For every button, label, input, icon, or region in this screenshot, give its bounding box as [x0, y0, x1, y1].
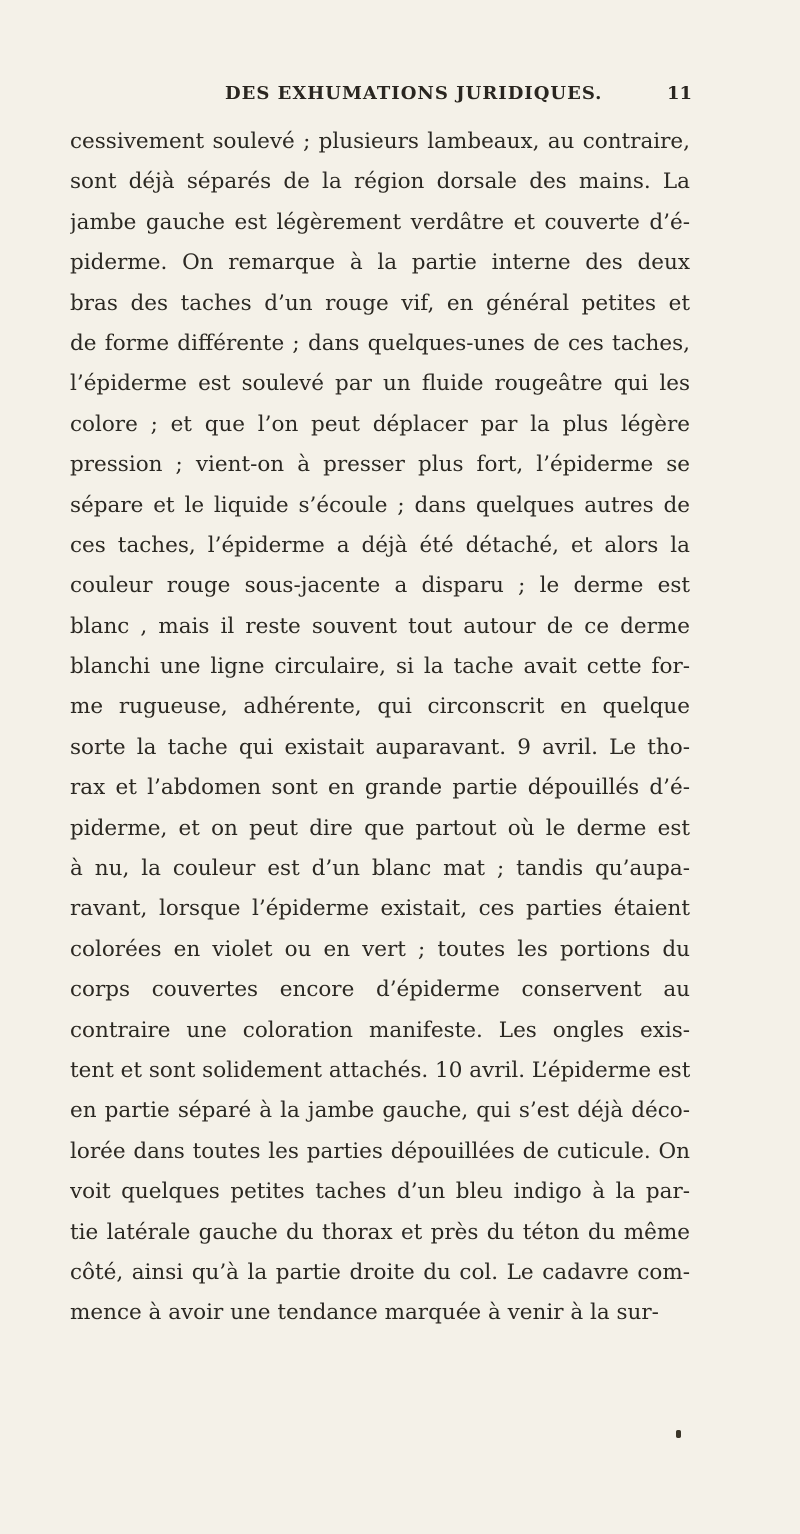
text-line: voit quelques petites taches d’un bleu indigo à la par-: [70, 1179, 690, 1205]
text-line: rax et l’abdomen sont en grande partie dépouillés d’é-: [70, 775, 690, 801]
body-text: [70, 122, 690, 1334]
text-line: corps couvertes encore d’épiderme conservent au: [70, 977, 690, 1003]
text-line: pression ; vient-on à presser plus fort, l’épiderme se: [70, 452, 690, 478]
text-line: sont déjà séparés de la région dorsale des mains. La: [70, 169, 690, 195]
text-line: sorte la tache qui existait auparavant. 9 avril. Le tho-: [70, 734, 690, 760]
page-header: [0, 83, 800, 113]
text-line: me rugueuse, adhérente, qui circonscrit en quelque: [70, 694, 690, 720]
text-line: colorées en violet ou en vert ; toutes les portions du: [70, 936, 690, 962]
text-line: en partie séparé à la jambe gauche, qui s’est déjà déco-: [70, 1098, 690, 1124]
text-line: piderme, et on peut dire que partout où le derme est: [70, 815, 690, 841]
text-line: ravant, lorsque l’épiderme existait, ces parties étaient: [70, 896, 690, 922]
text-line: tent et sont solidement attachés. 10 avril. L’épiderme est: [70, 1057, 690, 1083]
text-line: mence à avoir une tendance marquée à venir à la sur-: [70, 1300, 659, 1326]
text-line: de forme différente ; dans quelques-unes de ces taches,: [70, 330, 690, 356]
text-line: cessivement soulevé ; plusieurs lambeaux, au contraire,: [70, 129, 690, 154]
text-line: blanchi une ligne circulaire, si la tache avait cette for-: [70, 654, 690, 680]
text-line: colore ; et que l’on peut déplacer par la plus légère: [70, 411, 690, 437]
text-line: couleur rouge sous-jacente a disparu ; le derme est: [70, 573, 690, 599]
text-line: contraire une coloration manifeste. Les ongles exis-: [70, 1017, 690, 1043]
text-line: l’épiderme est soulevé par un fluide rougeâtre qui les: [70, 371, 690, 397]
text-line: lorée dans toutes les parties dépouillées de cuticule. On: [70, 1138, 690, 1164]
ink-speck: [676, 1430, 681, 1438]
text-line: jambe gauche est légèrement verdâtre et couverte d’é-: [70, 209, 690, 235]
text-line: piderme. On remarque à la partie interne des deux: [70, 250, 690, 276]
text-line: côté, ainsi qu’à la partie droite du col. Le cadavre com-: [70, 1259, 690, 1285]
text-line: sépare et le liquide s’écoule ; dans quelques autres de: [70, 492, 690, 518]
text-line: ces taches, l’épiderme a déjà été détaché, et alors la: [70, 532, 690, 558]
text-line: blanc , mais il reste souvent tout autour de ce derme: [70, 613, 690, 639]
text-line: à nu, la couleur est d’un blanc mat ; tandis qu’aupa-: [70, 856, 690, 882]
running-title: DES EXHUMATIONS JURIDIQUES.: [225, 83, 603, 104]
page-number: 11: [667, 83, 693, 104]
text-line: tie latérale gauche du thorax et près du téton du même: [70, 1219, 690, 1245]
text-line: bras des taches d’un rouge vif, en général petites et: [70, 290, 690, 316]
